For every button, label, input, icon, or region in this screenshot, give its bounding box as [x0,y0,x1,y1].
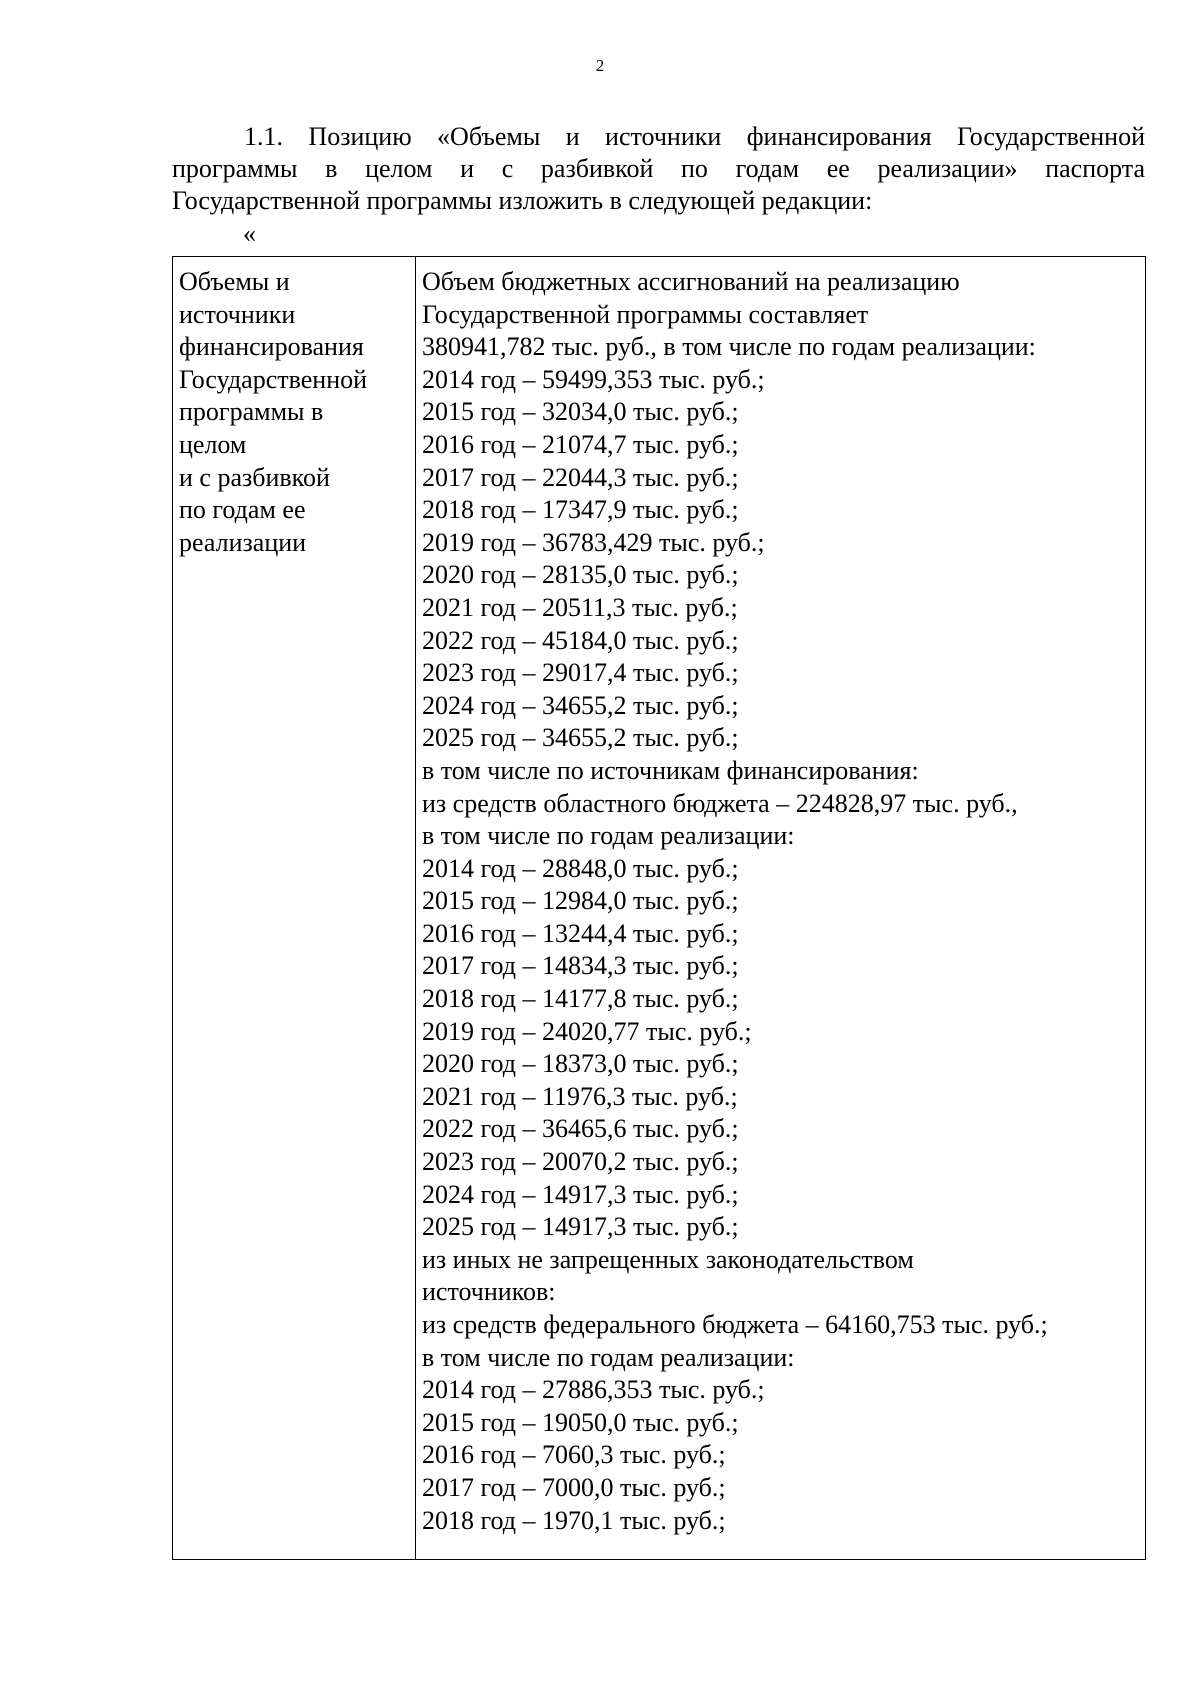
right-cell-line: 2017 год – 14834,3 тыс. руб.; [422,951,739,981]
right-cell-line: 2021 год – 11976,3 тыс. руб.; [422,1081,738,1111]
right-cell-line: 2016 год – 13244,4 тыс. руб.; [422,918,739,948]
left-cell-line: целом [179,429,247,459]
right-cell-line: источников: [422,1277,556,1307]
right-cell-line: 2014 год – 59499,353 тыс. руб.; [422,364,765,394]
right-cell-line: 2024 год – 14917,3 тыс. руб.; [422,1179,739,1209]
right-cell-line: 2025 год – 34655,2 тыс. руб.; [422,723,739,753]
right-cell-line: 2016 год – 21074,7 тыс. руб.; [422,429,739,459]
right-cell-line: из иных не запрещенных законодательством [422,1244,914,1274]
right-cell-line: 2020 год – 18373,0 тыс. руб.; [422,1049,739,1079]
financing-table [172,256,1146,1560]
left-cell-line: и с разбивкой [179,462,330,492]
right-cell-line: 2018 год – 17347,9 тыс. руб.; [422,495,739,525]
right-cell-line: Объем бюджетных ассигнований на реализацию [422,267,960,296]
right-cell-line: 2017 год – 7000,0 тыс. руб.; [422,1472,726,1502]
right-cell-line: 2015 год – 32034,0 тыс. руб.; [422,397,739,427]
right-cell-line: 2024 год – 34655,2 тыс. руб.; [422,690,739,720]
page-number: 2 [595,56,605,75]
left-cell-line: Объемы и [179,267,290,296]
left-cell-line: реализации [179,527,307,557]
right-cell-line: 2017 год – 22044,3 тыс. руб.; [422,462,739,492]
right-cell-line: 2016 год – 7060,3 тыс. руб.; [422,1440,726,1470]
left-cell-line: финансирования [179,332,364,362]
right-cell-line: 2022 год – 45184,0 тыс. руб.; [422,625,739,655]
right-cell-line: 2020 год – 28135,0 тыс. руб.; [422,560,739,590]
right-cell-line: 380941,782 тыс. руб., в том числе по годам реализации: [422,332,1036,362]
right-cell-line: 2023 год – 29017,4 тыс. руб.; [422,658,739,688]
right-cell-line: 2018 год – 14177,8 тыс. руб.; [422,984,739,1014]
right-cell-line: 2022 год – 36465,6 тыс. руб.; [422,1114,739,1144]
right-cell-content [422,266,1142,1537]
left-cell-line: программы в [179,397,324,427]
intro-line: программы в целом и с разбивкой по годам ее реализации» паспорта [172,154,1145,183]
intro-line: 1.1. Позицию «Объемы и источники финансирования Государственной [244,122,1145,151]
right-cell-line: 2019 год – 36783,429 тыс. руб.; [422,527,765,557]
right-cell-line: 2014 год – 27886,353 тыс. руб.; [422,1375,765,1405]
right-cell-line: 2021 год – 20511,3 тыс. руб.; [422,592,738,622]
right-cell-line: 2023 год – 20070,2 тыс. руб.; [422,1147,739,1177]
column-divider [415,257,416,1559]
left-cell-line: по годам ее [179,495,306,525]
left-cell-line: источники [179,299,296,329]
intro-paragraph [172,121,1145,217]
right-cell-line: 2014 год – 28848,0 тыс. руб.; [422,853,739,883]
right-cell-line: 2025 год – 14917,3 тыс. руб.; [422,1212,739,1242]
intro-line: Государственной программы изложить в следующей редакции: [172,186,873,215]
right-cell-line: 2019 год – 24020,77 тыс. руб.; [422,1016,752,1046]
right-cell-line: Государственной программы составляет [422,299,869,329]
left-cell-heading [179,266,409,559]
right-cell-line: 2015 год – 12984,0 тыс. руб.; [422,886,739,916]
left-cell-line: Государственной [179,364,368,394]
right-cell-line: в том числе по годам реализации: [422,821,795,851]
right-cell-line: из средств областного бюджета – 224828,97 тыс. руб., [422,788,1018,818]
right-cell-line: 2015 год – 19050,0 тыс. руб.; [422,1407,739,1437]
right-cell-line: в том числе по годам реализации: [422,1342,795,1372]
opening-quote-mark: « [243,219,256,248]
right-cell-line: из средств федерального бюджета – 64160,753 тыс. руб.; [422,1310,1048,1339]
right-cell-line: в том числе по источникам финансирования: [422,755,919,785]
right-cell-line: 2018 год – 1970,1 тыс. руб.; [422,1505,726,1535]
